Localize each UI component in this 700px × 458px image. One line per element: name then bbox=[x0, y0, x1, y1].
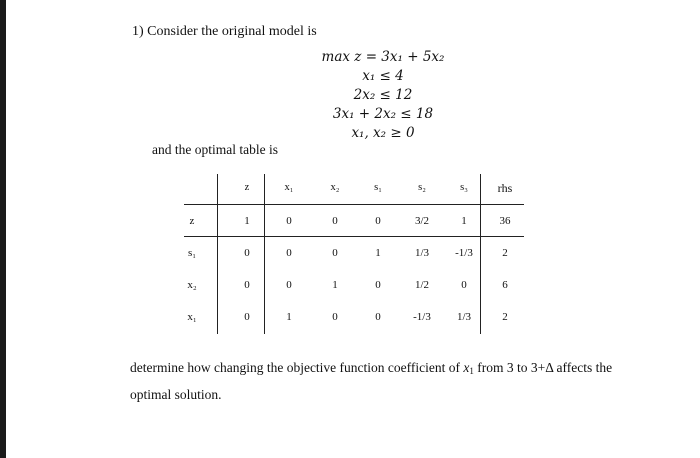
table-divider-z bbox=[264, 174, 265, 334]
table-divider-basic bbox=[217, 174, 218, 334]
table-cell: 0 bbox=[244, 247, 250, 259]
col-header-x2: x₂ bbox=[330, 182, 340, 193]
table-rule-header bbox=[184, 204, 524, 205]
table-cell: 2 bbox=[502, 311, 508, 323]
table-cell: 3/2 bbox=[414, 215, 430, 227]
task-text-end: from 3 to 3+Δ affects the optimal solution. bbox=[130, 360, 613, 402]
table-cell: 36 bbox=[499, 215, 511, 227]
table-cell: 0 bbox=[375, 215, 381, 227]
table-cell: 1/3 bbox=[456, 311, 472, 323]
table-cell: 1 bbox=[461, 215, 467, 227]
table-cell: -1/3 bbox=[413, 311, 431, 323]
table-cell: 0 bbox=[332, 215, 338, 227]
row-label-x2: x₂ bbox=[187, 279, 197, 291]
constraint-3: 3x₁ + 2x₂ ≤ 18 bbox=[332, 106, 434, 122]
table-cell: -1/3 bbox=[455, 247, 473, 259]
table-divider-rhs bbox=[480, 174, 481, 334]
objective-function: max z = 3x₁ + 5x₂ bbox=[321, 49, 445, 65]
task-text-start: determine how changing the objective function coefficient of bbox=[130, 360, 464, 375]
table-cell: 0 bbox=[375, 311, 381, 323]
table-rule-objective bbox=[184, 236, 524, 237]
table-cell: 1/2 bbox=[414, 279, 430, 291]
question-text: Consider the original model is bbox=[147, 24, 317, 39]
table-cell: 1 bbox=[332, 279, 338, 291]
page-edge-bar bbox=[0, 0, 6, 458]
table-cell: 0 bbox=[286, 247, 292, 259]
table-cell: 1/3 bbox=[414, 247, 430, 259]
table-cell: 0 bbox=[286, 215, 292, 227]
col-header-s1: s₁ bbox=[374, 182, 382, 193]
table-cell: 1 bbox=[375, 247, 381, 259]
constraint-2: 2x₂ ≤ 12 bbox=[353, 87, 413, 103]
row-label-z: z bbox=[189, 215, 195, 227]
table-cell: 0 bbox=[332, 311, 338, 323]
col-header-s2: s₂ bbox=[418, 182, 426, 193]
table-cell: 0 bbox=[375, 279, 381, 291]
table-cell: 0 bbox=[244, 279, 250, 291]
task-variable-name: x bbox=[463, 360, 470, 375]
row-label-x1: x₁ bbox=[187, 311, 197, 323]
table-cell: 0 bbox=[244, 311, 250, 323]
constraint-1: x₁ ≤ 4 bbox=[362, 68, 404, 84]
table-cell: 1 bbox=[244, 215, 250, 227]
table-cell: 2 bbox=[502, 247, 508, 259]
question-number: 1) bbox=[132, 24, 144, 39]
table-cell: 0 bbox=[461, 279, 467, 291]
table-intro: and the optimal table is bbox=[152, 142, 278, 157]
table-cell: 0 bbox=[332, 247, 338, 259]
table-cell: 1 bbox=[286, 311, 292, 323]
task-variable-subscript: 1 bbox=[469, 366, 474, 376]
table-cell: 0 bbox=[286, 279, 292, 291]
nonnegativity-constraint: x₁, x₂ ≥ 0 bbox=[351, 125, 415, 141]
col-header-z: z bbox=[244, 182, 250, 193]
lp-model bbox=[308, 48, 458, 143]
task-variable bbox=[463, 360, 474, 375]
row-label-s1: s₁ bbox=[187, 247, 197, 259]
task-statement bbox=[130, 356, 650, 407]
col-header-s3: s₃ bbox=[460, 182, 468, 193]
question-heading bbox=[132, 24, 317, 40]
table-cell: 6 bbox=[502, 279, 508, 291]
col-header-x1: x₁ bbox=[284, 182, 294, 193]
col-header-rhs: rhs bbox=[497, 181, 513, 195]
